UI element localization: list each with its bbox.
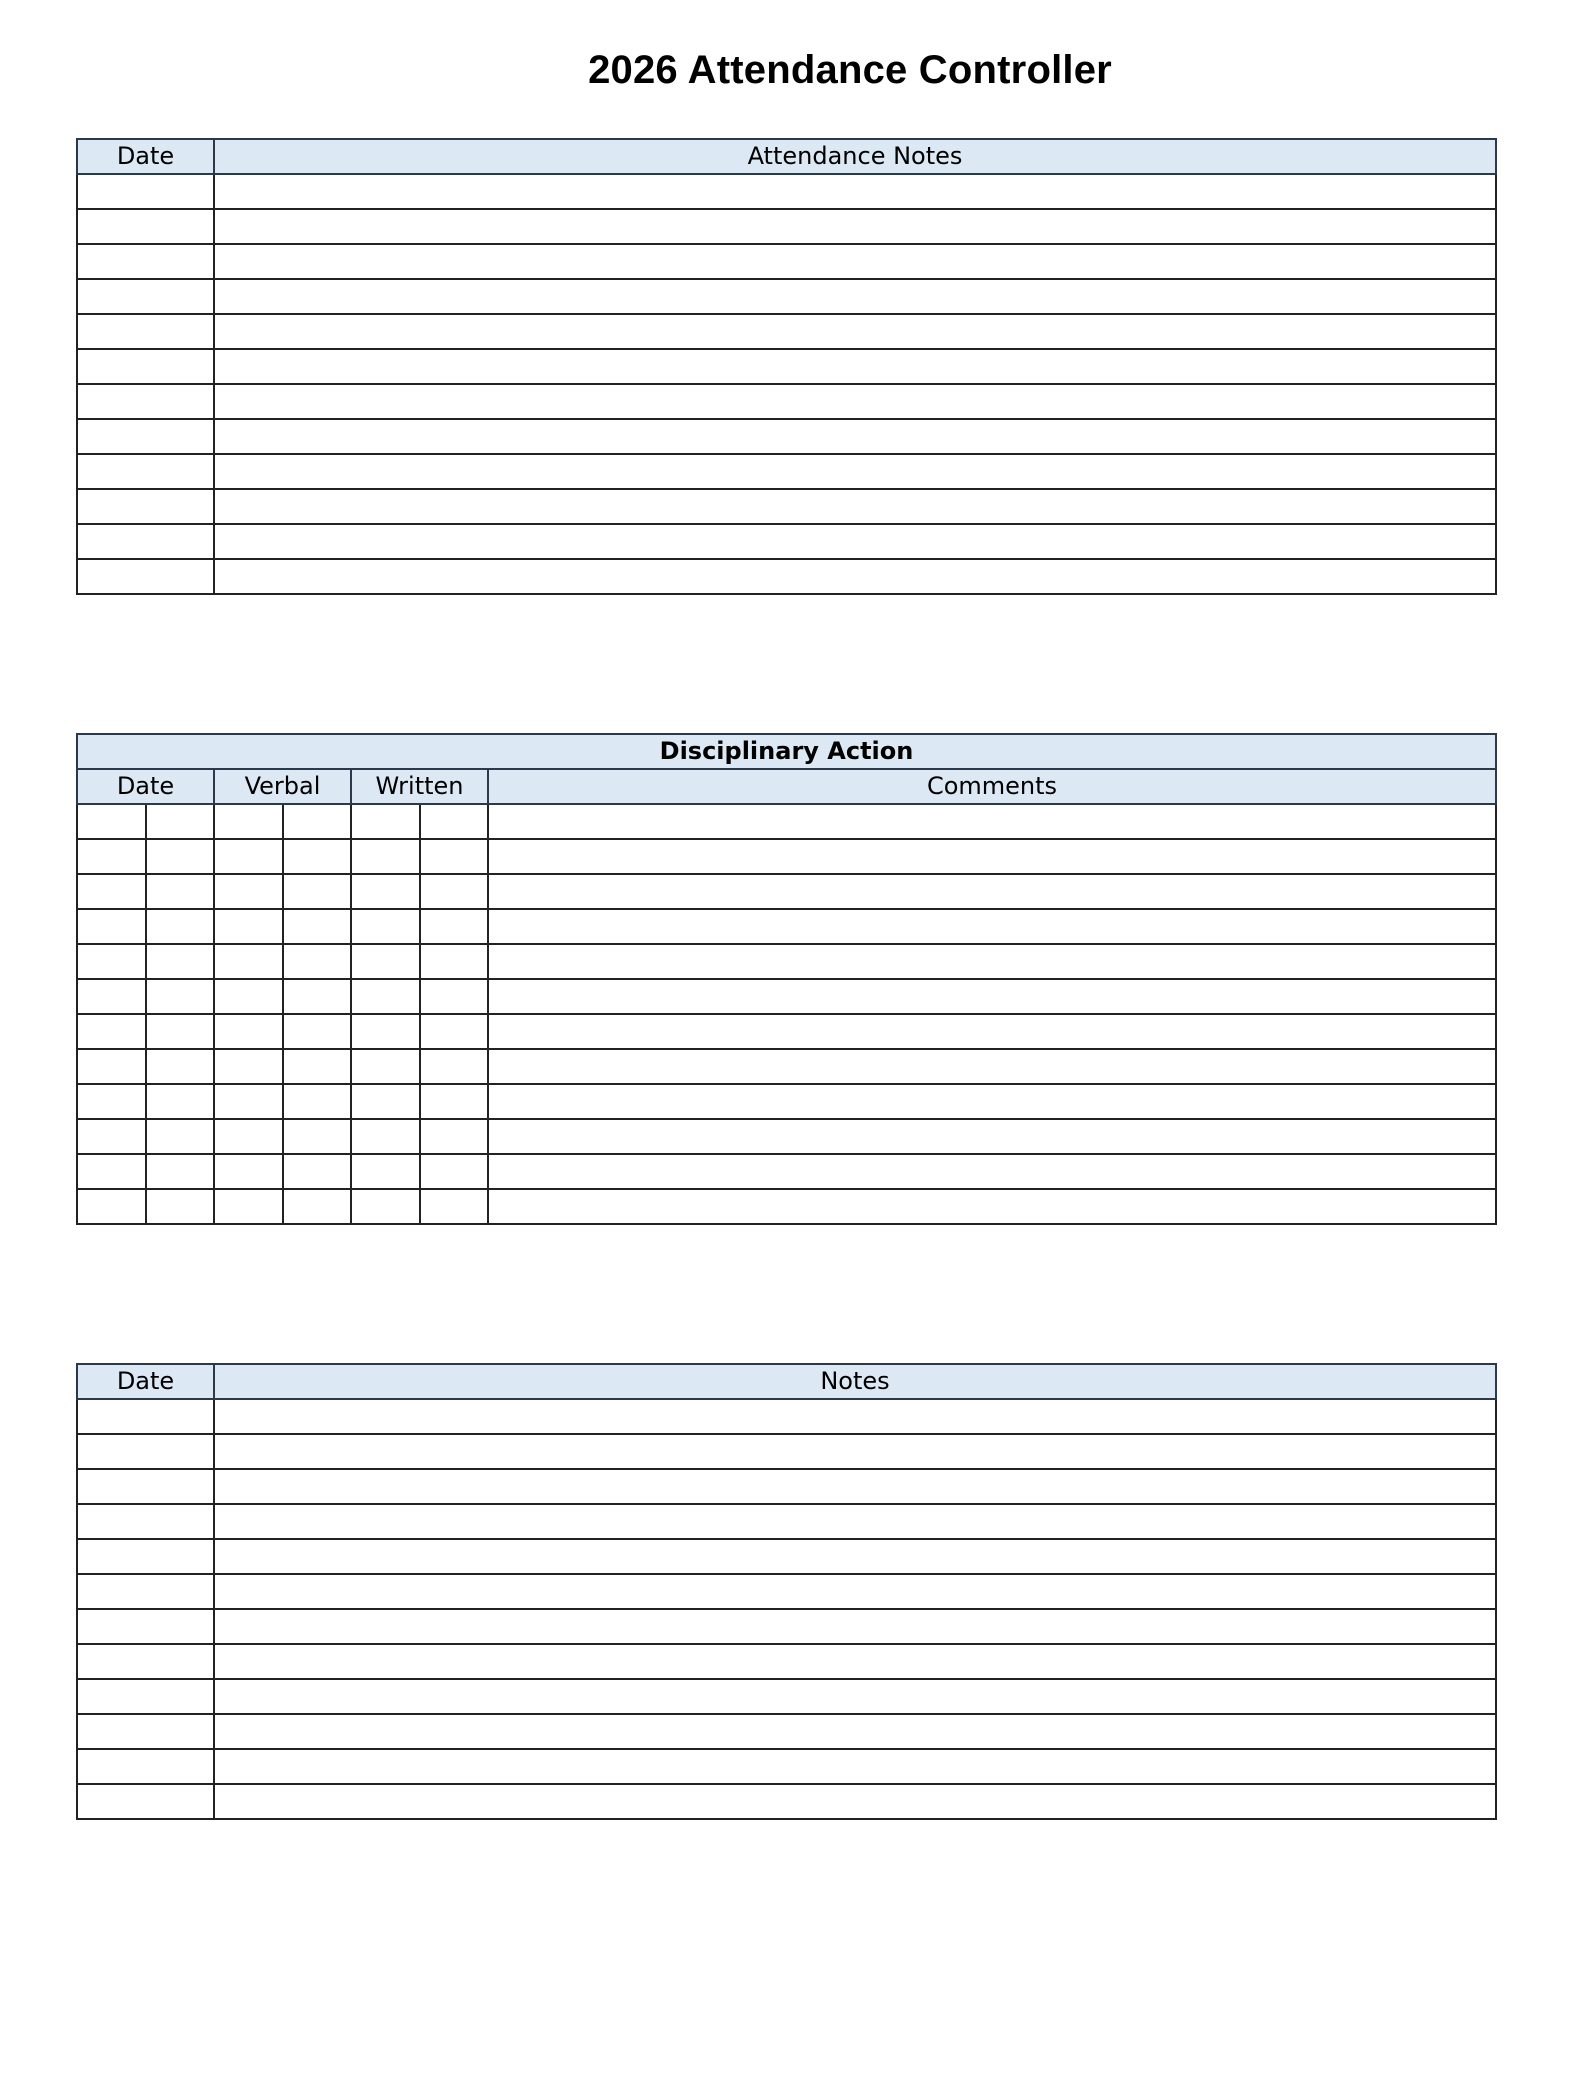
written-cell[interactable]	[351, 1119, 420, 1154]
table-row	[77, 384, 1496, 419]
date-cell[interactable]	[77, 524, 214, 559]
attendance-notes-cell[interactable]	[214, 454, 1496, 489]
verbal-cell[interactable]	[214, 1189, 283, 1224]
written-cell[interactable]	[420, 979, 489, 1014]
attendance-notes-cell[interactable]	[214, 489, 1496, 524]
disciplinary-action-table	[76, 733, 1497, 1225]
verbal-cell[interactable]	[283, 839, 352, 874]
attendance-notes-cell[interactable]	[214, 559, 1496, 594]
date-cell[interactable]	[77, 1749, 214, 1784]
verbal-cell[interactable]	[283, 874, 352, 909]
date-cell[interactable]	[77, 559, 214, 594]
attendance-notes-cell[interactable]	[214, 279, 1496, 314]
attendance-header-row	[77, 139, 1496, 174]
written-cell[interactable]	[351, 979, 420, 1014]
verbal-cell[interactable]	[283, 944, 352, 979]
verbal-cell[interactable]	[214, 874, 283, 909]
date-cell[interactable]	[146, 1049, 215, 1084]
written-cell[interactable]	[351, 944, 420, 979]
verbal-cell[interactable]	[214, 909, 283, 944]
date-cell[interactable]	[77, 1539, 214, 1574]
date-cell[interactable]	[77, 1434, 214, 1469]
comments-cell[interactable]	[488, 804, 1496, 839]
date-cell[interactable]	[77, 1119, 146, 1154]
comments-cell[interactable]	[488, 979, 1496, 1014]
table-row	[77, 1049, 1496, 1084]
date-cell[interactable]	[77, 839, 146, 874]
comments-cell[interactable]	[488, 1014, 1496, 1049]
table-row	[77, 1399, 1496, 1434]
notes-cell[interactable]	[214, 1574, 1496, 1609]
date-cell[interactable]	[77, 244, 214, 279]
table-row	[77, 839, 1496, 874]
date-cell[interactable]	[77, 804, 146, 839]
verbal-cell[interactable]	[283, 804, 352, 839]
verbal-cell[interactable]	[283, 1049, 352, 1084]
verbal-cell[interactable]	[214, 839, 283, 874]
table-row	[77, 1154, 1496, 1189]
attendance-notes-table	[76, 138, 1497, 595]
written-cell[interactable]	[420, 909, 489, 944]
verbal-cell[interactable]	[283, 1154, 352, 1189]
notes-cell[interactable]	[214, 1749, 1496, 1784]
table-row	[77, 1679, 1496, 1714]
written-cell[interactable]	[351, 1189, 420, 1224]
table-row	[77, 1434, 1496, 1469]
table-row	[77, 1644, 1496, 1679]
table-row	[77, 1469, 1496, 1504]
date-cell[interactable]	[146, 1119, 215, 1154]
date-cell[interactable]	[77, 1469, 214, 1504]
written-cell[interactable]	[351, 1014, 420, 1049]
comments-column-header: Comments	[488, 769, 1496, 804]
table-row	[77, 489, 1496, 524]
notes-cell[interactable]	[214, 1504, 1496, 1539]
comments-cell[interactable]	[488, 1049, 1496, 1084]
verbal-cell[interactable]	[283, 1014, 352, 1049]
date-cell[interactable]	[77, 349, 214, 384]
table-row	[77, 279, 1496, 314]
attendance-notes-cell[interactable]	[214, 419, 1496, 454]
table-row	[77, 524, 1496, 559]
date-cell[interactable]	[77, 314, 214, 349]
table-row	[77, 1084, 1496, 1119]
comments-cell[interactable]	[488, 944, 1496, 979]
table-row	[77, 874, 1496, 909]
verbal-cell[interactable]	[214, 1014, 283, 1049]
table-row	[77, 1749, 1496, 1784]
table-row	[77, 1119, 1496, 1154]
verbal-cell[interactable]	[214, 944, 283, 979]
table-row	[77, 804, 1496, 839]
table-row	[77, 419, 1496, 454]
written-cell[interactable]	[351, 839, 420, 874]
date-column-header: Date	[77, 769, 214, 804]
notes-cell[interactable]	[214, 1714, 1496, 1749]
notes-cell[interactable]	[214, 1644, 1496, 1679]
date-column-header: Date	[77, 139, 214, 174]
date-column-header: Date	[77, 1364, 214, 1399]
disciplinary-title-row	[77, 734, 1496, 769]
written-cell[interactable]	[420, 1014, 489, 1049]
date-cell[interactable]	[77, 1154, 146, 1189]
verbal-cell[interactable]	[214, 1119, 283, 1154]
table-row	[77, 1504, 1496, 1539]
written-cell[interactable]	[420, 1084, 489, 1119]
date-cell[interactable]	[146, 909, 215, 944]
date-cell[interactable]	[77, 1014, 146, 1049]
comments-cell[interactable]	[488, 909, 1496, 944]
notes-cell[interactable]	[214, 1784, 1496, 1819]
table-row	[77, 314, 1496, 349]
date-cell[interactable]	[77, 1784, 214, 1819]
table-row	[77, 979, 1496, 1014]
date-cell[interactable]	[77, 174, 214, 209]
date-cell[interactable]	[77, 419, 214, 454]
date-cell[interactable]	[77, 489, 214, 524]
verbal-cell[interactable]	[283, 909, 352, 944]
written-cell[interactable]	[420, 1119, 489, 1154]
attendance-notes-column-header: Attendance Notes	[214, 139, 1496, 174]
date-cell[interactable]	[77, 874, 146, 909]
date-cell[interactable]	[146, 944, 215, 979]
date-cell[interactable]	[77, 279, 214, 314]
date-cell[interactable]	[146, 1189, 215, 1224]
date-cell[interactable]	[77, 1049, 146, 1084]
verbal-cell[interactable]	[283, 1119, 352, 1154]
attendance-notes-cell[interactable]	[214, 314, 1496, 349]
table-row	[77, 244, 1496, 279]
comments-cell[interactable]	[488, 1154, 1496, 1189]
written-cell[interactable]	[420, 839, 489, 874]
date-cell[interactable]	[146, 839, 215, 874]
table-row	[77, 174, 1496, 209]
table-row	[77, 944, 1496, 979]
verbal-cell[interactable]	[283, 1084, 352, 1119]
verbal-column-header: Verbal	[214, 769, 351, 804]
comments-cell[interactable]	[488, 1189, 1496, 1224]
disciplinary-action-title: Disciplinary Action	[77, 734, 1496, 769]
attendance-notes-cell[interactable]	[214, 174, 1496, 209]
table-row	[77, 1609, 1496, 1644]
notes-cell[interactable]	[214, 1679, 1496, 1714]
written-cell[interactable]	[351, 804, 420, 839]
date-cell[interactable]	[77, 1574, 214, 1609]
comments-cell[interactable]	[488, 1084, 1496, 1119]
verbal-cell[interactable]	[214, 1049, 283, 1084]
notes-column-header: Notes	[214, 1364, 1496, 1399]
date-cell[interactable]	[146, 1154, 215, 1189]
date-cell[interactable]	[77, 1189, 146, 1224]
notes-cell[interactable]	[214, 1434, 1496, 1469]
date-cell[interactable]	[77, 944, 146, 979]
table-row	[77, 909, 1496, 944]
attendance-notes-cell[interactable]	[214, 384, 1496, 419]
verbal-cell[interactable]	[214, 1154, 283, 1189]
written-cell[interactable]	[351, 1049, 420, 1084]
date-cell[interactable]	[77, 454, 214, 489]
verbal-cell[interactable]	[214, 804, 283, 839]
date-cell[interactable]	[77, 1609, 214, 1644]
attendance-notes-cell[interactable]	[214, 209, 1496, 244]
comments-cell[interactable]	[488, 839, 1496, 874]
notes-cell[interactable]	[214, 1399, 1496, 1434]
date-cell[interactable]	[77, 1399, 214, 1434]
verbal-cell[interactable]	[283, 1189, 352, 1224]
page-title: 2026 Attendance Controller	[588, 48, 1112, 92]
written-column-header: Written	[351, 769, 488, 804]
table-row	[77, 454, 1496, 489]
date-cell[interactable]	[146, 804, 215, 839]
written-cell[interactable]	[420, 804, 489, 839]
table-row	[77, 559, 1496, 594]
date-cell[interactable]	[146, 874, 215, 909]
written-cell[interactable]	[351, 909, 420, 944]
date-cell[interactable]	[77, 979, 146, 1014]
comments-cell[interactable]	[488, 1119, 1496, 1154]
notes-cell[interactable]	[214, 1539, 1496, 1574]
verbal-cell[interactable]	[283, 979, 352, 1014]
table-row	[77, 1574, 1496, 1609]
attendance-notes-cell[interactable]	[214, 244, 1496, 279]
table-row	[77, 209, 1496, 244]
written-cell[interactable]	[351, 874, 420, 909]
table-row	[77, 1714, 1496, 1749]
notes-cell[interactable]	[214, 1469, 1496, 1504]
date-cell[interactable]	[77, 1679, 214, 1714]
written-cell[interactable]	[420, 1189, 489, 1224]
date-cell[interactable]	[77, 1504, 214, 1539]
date-cell[interactable]	[77, 909, 146, 944]
notes-cell[interactable]	[214, 1609, 1496, 1644]
table-row	[77, 1784, 1496, 1819]
date-cell[interactable]	[146, 1014, 215, 1049]
written-cell[interactable]	[420, 944, 489, 979]
date-cell[interactable]	[77, 1644, 214, 1679]
verbal-cell[interactable]	[214, 979, 283, 1014]
table-row	[77, 1539, 1496, 1574]
date-cell[interactable]	[146, 1084, 215, 1119]
comments-cell[interactable]	[488, 874, 1496, 909]
written-cell[interactable]	[420, 874, 489, 909]
written-cell[interactable]	[420, 1154, 489, 1189]
attendance-notes-cell[interactable]	[214, 349, 1496, 384]
table-row	[77, 1189, 1496, 1224]
date-cell[interactable]	[77, 1714, 214, 1749]
notes-header-row	[77, 1364, 1496, 1399]
table-row	[77, 349, 1496, 384]
written-cell[interactable]	[351, 1084, 420, 1119]
verbal-cell[interactable]	[214, 1084, 283, 1119]
table-row	[77, 1014, 1496, 1049]
attendance-notes-cell[interactable]	[214, 524, 1496, 559]
date-cell[interactable]	[77, 384, 214, 419]
date-cell[interactable]	[77, 1084, 146, 1119]
date-cell[interactable]	[77, 209, 214, 244]
written-cell[interactable]	[351, 1154, 420, 1189]
disciplinary-header-row	[77, 769, 1496, 804]
date-cell[interactable]	[146, 979, 215, 1014]
written-cell[interactable]	[420, 1049, 489, 1084]
notes-table	[76, 1363, 1497, 1820]
